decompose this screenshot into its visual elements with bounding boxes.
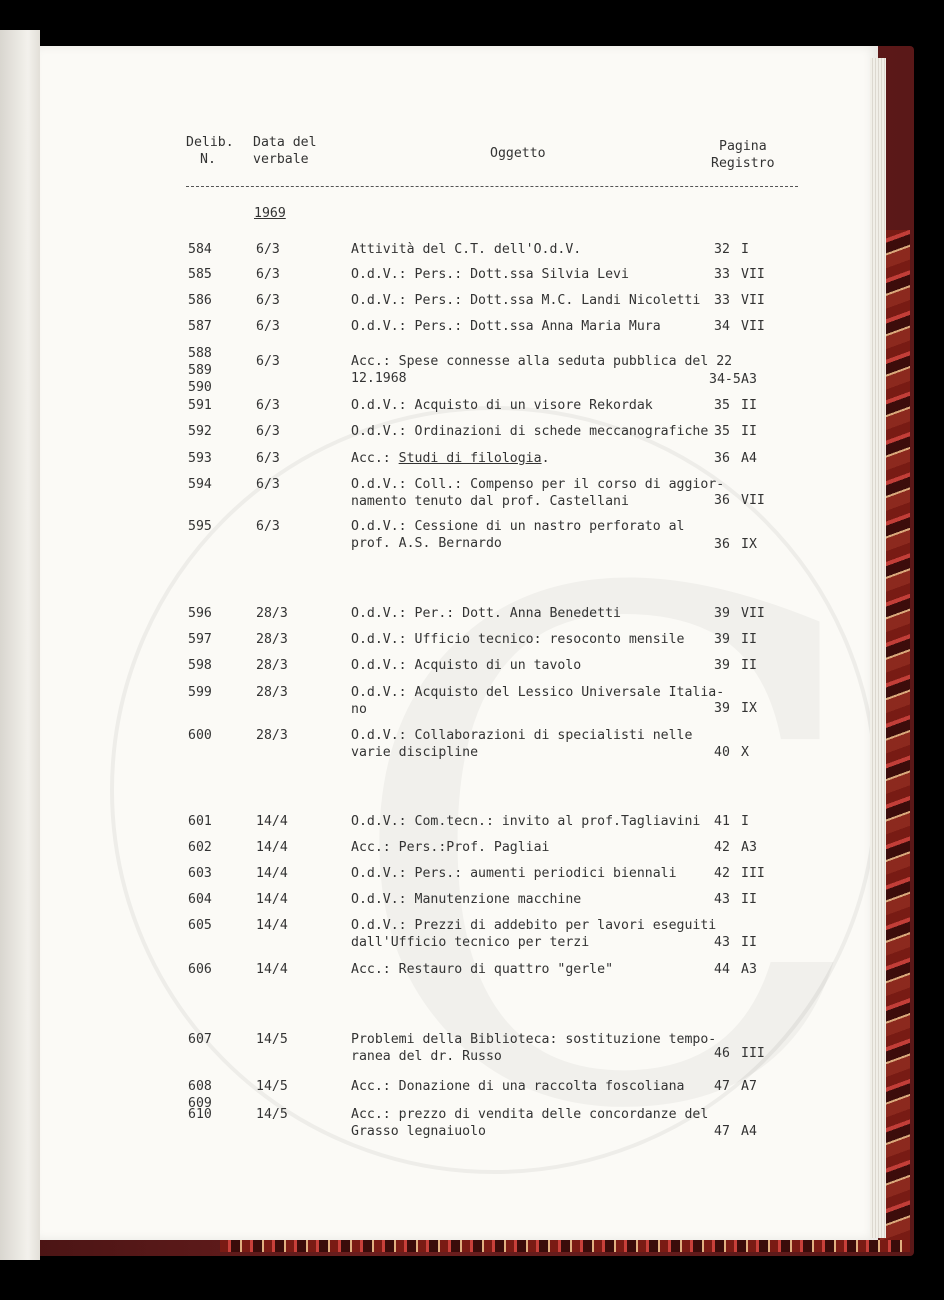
delib-number: 589 [188,363,212,378]
register-page: 42 [714,866,730,881]
register-page: 36 [714,537,730,552]
register-page: 33 [714,293,730,308]
register-page: 34 [714,319,730,334]
register-volume: II [741,424,757,439]
subject-line: namento tenuto dal prof. Castellani [351,494,629,509]
header-delib: Delib. [186,135,234,150]
delib-number: 610 [188,1107,212,1122]
header-n: N. [200,152,216,167]
register-page: 41 [714,814,730,829]
delib-number: 596 [188,606,212,621]
left-page [0,30,40,1260]
register-volume: II [741,892,757,907]
register-page: 33 [714,267,730,282]
verbale-date: 28/3 [256,632,288,647]
register-volume: X [741,745,749,760]
subject-line: O.d.V.: Prezzi di addebito per lavori eseguiti [351,918,717,933]
subject-line: ranea del dr. Russo [351,1049,502,1064]
register-volume: VII [741,606,765,621]
subject-line: Attività del C.T. dell'O.d.V. [351,242,582,257]
header-data-del: Data del [253,135,317,150]
subject-line: Acc.: Spese connesse alla seduta pubblica del 22 [351,354,733,369]
verbale-date: 6/3 [256,398,280,413]
subject-line: O.d.V.: Pers.: Dott.ssa M.C. Landi Nicoletti [351,293,701,308]
delib-number: 594 [188,477,212,492]
delib-number: 600 [188,728,212,743]
register-volume: II [741,398,757,413]
verbale-date: 14/4 [256,840,288,855]
register-volume: III [741,1046,765,1061]
year-heading: 1969 [254,206,286,221]
subject-line: O.d.V.: Collaborazioni di specialisti nelle [351,728,693,743]
delib-number: 585 [188,267,212,282]
subject-line: O.d.V.: Acquisto del Lessico Universale Italia- [351,685,725,700]
verbale-date: 6/3 [256,354,280,369]
register-page: 39 [714,632,730,647]
subject-part: Acc.: [351,451,399,466]
subject-line: prof. A.S. Bernardo [351,536,502,551]
register-volume: A3 [741,962,757,977]
delib-number: 584 [188,242,212,257]
register-volume: A4 [741,1124,757,1139]
delib-number: 592 [188,424,212,439]
header-oggetto: Oggetto [490,146,546,161]
subject-line: O.d.V.: Coll.: Compenso per il corso di aggior- [351,477,725,492]
delib-number: 605 [188,918,212,933]
register-page: 32 [714,242,730,257]
verbale-date: 14/5 [256,1032,288,1047]
register-page: 47 [714,1124,730,1139]
register-page: 47 [714,1079,730,1094]
register-page: 36 [714,493,730,508]
register-volume: A3 [741,840,757,855]
register-volume: I [741,814,749,829]
verbale-date: 14/4 [256,892,288,907]
verbale-date: 14/5 [256,1079,288,1094]
verbale-date: 28/3 [256,658,288,673]
register-volume: II [741,632,757,647]
register-volume: VII [741,267,765,282]
delib-number: 590 [188,380,212,395]
subject-line: O.d.V.: Manutenzione macchine [351,892,582,907]
delib-number: 597 [188,632,212,647]
register-volume: II [741,658,757,673]
subject-line: O.d.V.: Pers.: Dott.ssa Silvia Levi [351,267,629,282]
delib-number: 602 [188,840,212,855]
verbale-date: 6/3 [256,319,280,334]
subject-line: O.d.V.: Ordinazioni di schede meccanografiche [351,424,709,439]
register-volume: IX [741,701,757,716]
subject-underlined: Studi di filologia [398,451,542,466]
verbale-date: 14/4 [256,962,288,977]
header-registro: Registro [711,156,775,171]
verbale-date: 14/5 [256,1107,288,1122]
verbale-date: 28/3 [256,606,288,621]
delib-number: 608 [188,1079,212,1094]
verbale-date: 14/4 [256,814,288,829]
verbale-date: 6/3 [256,267,280,282]
verbale-date: 6/3 [256,477,280,492]
delib-number: 587 [188,319,212,334]
delib-number: 591 [188,398,212,413]
verbale-date: 28/3 [256,728,288,743]
subject-line: Acc.: Donazione di una raccolta foscoliana [351,1079,685,1094]
verbale-date: 14/4 [256,866,288,881]
register-page: 35 [714,424,730,439]
subject-line: Grasso legnaiuolo [351,1124,486,1139]
delib-number: 607 [188,1032,212,1047]
verbale-date: 6/3 [256,293,280,308]
header-verbale: verbale [253,152,309,167]
subject-line: O.d.V.: Ufficio tecnico: resoconto mensile [351,632,685,647]
verbale-date: 14/4 [256,918,288,933]
register-page: 39 [714,701,730,716]
subject-line: O.d.V.: Cessione di un nastro perforato al [351,519,685,534]
delib-number: 595 [188,519,212,534]
verbale-date: 6/3 [256,519,280,534]
delib-number: 593 [188,451,212,466]
register-page: 42 [714,840,730,855]
subject-line: O.d.V.: Pers.: Dott.ssa Anna Maria Mura [351,319,661,334]
register-volume: III [741,866,765,881]
subject-line: O.d.V.: Pers.: aumenti periodici biennali [351,866,677,881]
register-volume: VII [741,493,765,508]
subject-line: no [351,702,367,717]
subject-line: Acc.: Restauro di quattro "gerle" [351,962,614,977]
register-volume: A3 [741,372,757,387]
verbale-date: 6/3 [256,451,280,466]
register-page: 40 [714,745,730,760]
subject-line: dall'Ufficio tecnico per terzi [351,935,590,950]
register-page: 44 [714,962,730,977]
delib-number: 601 [188,814,212,829]
subject-line [351,450,550,468]
register-volume: VII [741,293,765,308]
delib-number: 609 [188,1096,212,1111]
register-volume: A4 [741,451,757,466]
header-rule [186,186,798,187]
register-page: 34-5 [709,372,741,387]
verbale-date: 28/3 [256,685,288,700]
delib-number: 606 [188,962,212,977]
subject-line: Problemi della Biblioteca: sostituzione tempo- [351,1032,717,1047]
subject-part: . [541,451,550,466]
register-volume: II [741,935,757,950]
subject-line: O.d.V.: Per.: Dott. Anna Benedetti [351,606,621,621]
subject-line: 12.1968 [351,371,407,386]
verbale-date: 6/3 [256,242,280,257]
register-volume: I [741,242,749,257]
page-edge [870,58,886,1238]
verbale-date: 6/3 [256,424,280,439]
delib-number: 586 [188,293,212,308]
register-volume: IX [741,537,757,552]
subject-line: Acc.: prezzo di vendita delle concordanze del [351,1107,709,1122]
register-page: 39 [714,606,730,621]
delib-number: 603 [188,866,212,881]
delib-number: 588 [188,346,212,361]
register-page: 36 [714,451,730,466]
register-page: 39 [714,658,730,673]
register-volume: VII [741,319,765,334]
subject-line: O.d.V.: Acquisto di un visore Rekordak [351,398,653,413]
register-page: 46 [714,1046,730,1061]
register-page: 43 [714,892,730,907]
header-pagina: Pagina [719,139,767,154]
register-volume: A7 [741,1079,757,1094]
subject-line: O.d.V.: Acquisto di un tavolo [351,658,582,673]
subject-line: O.d.V.: Com.tecn.: invito al prof.Tagliavini [351,814,701,829]
subject-line: Acc.: Pers.:Prof. Pagliai [351,840,550,855]
register-page: 43 [714,935,730,950]
delib-number: 599 [188,685,212,700]
subject-line: varie discipline [351,745,479,760]
register-page: 35 [714,398,730,413]
delib-number: 604 [188,892,212,907]
delib-number: 598 [188,658,212,673]
